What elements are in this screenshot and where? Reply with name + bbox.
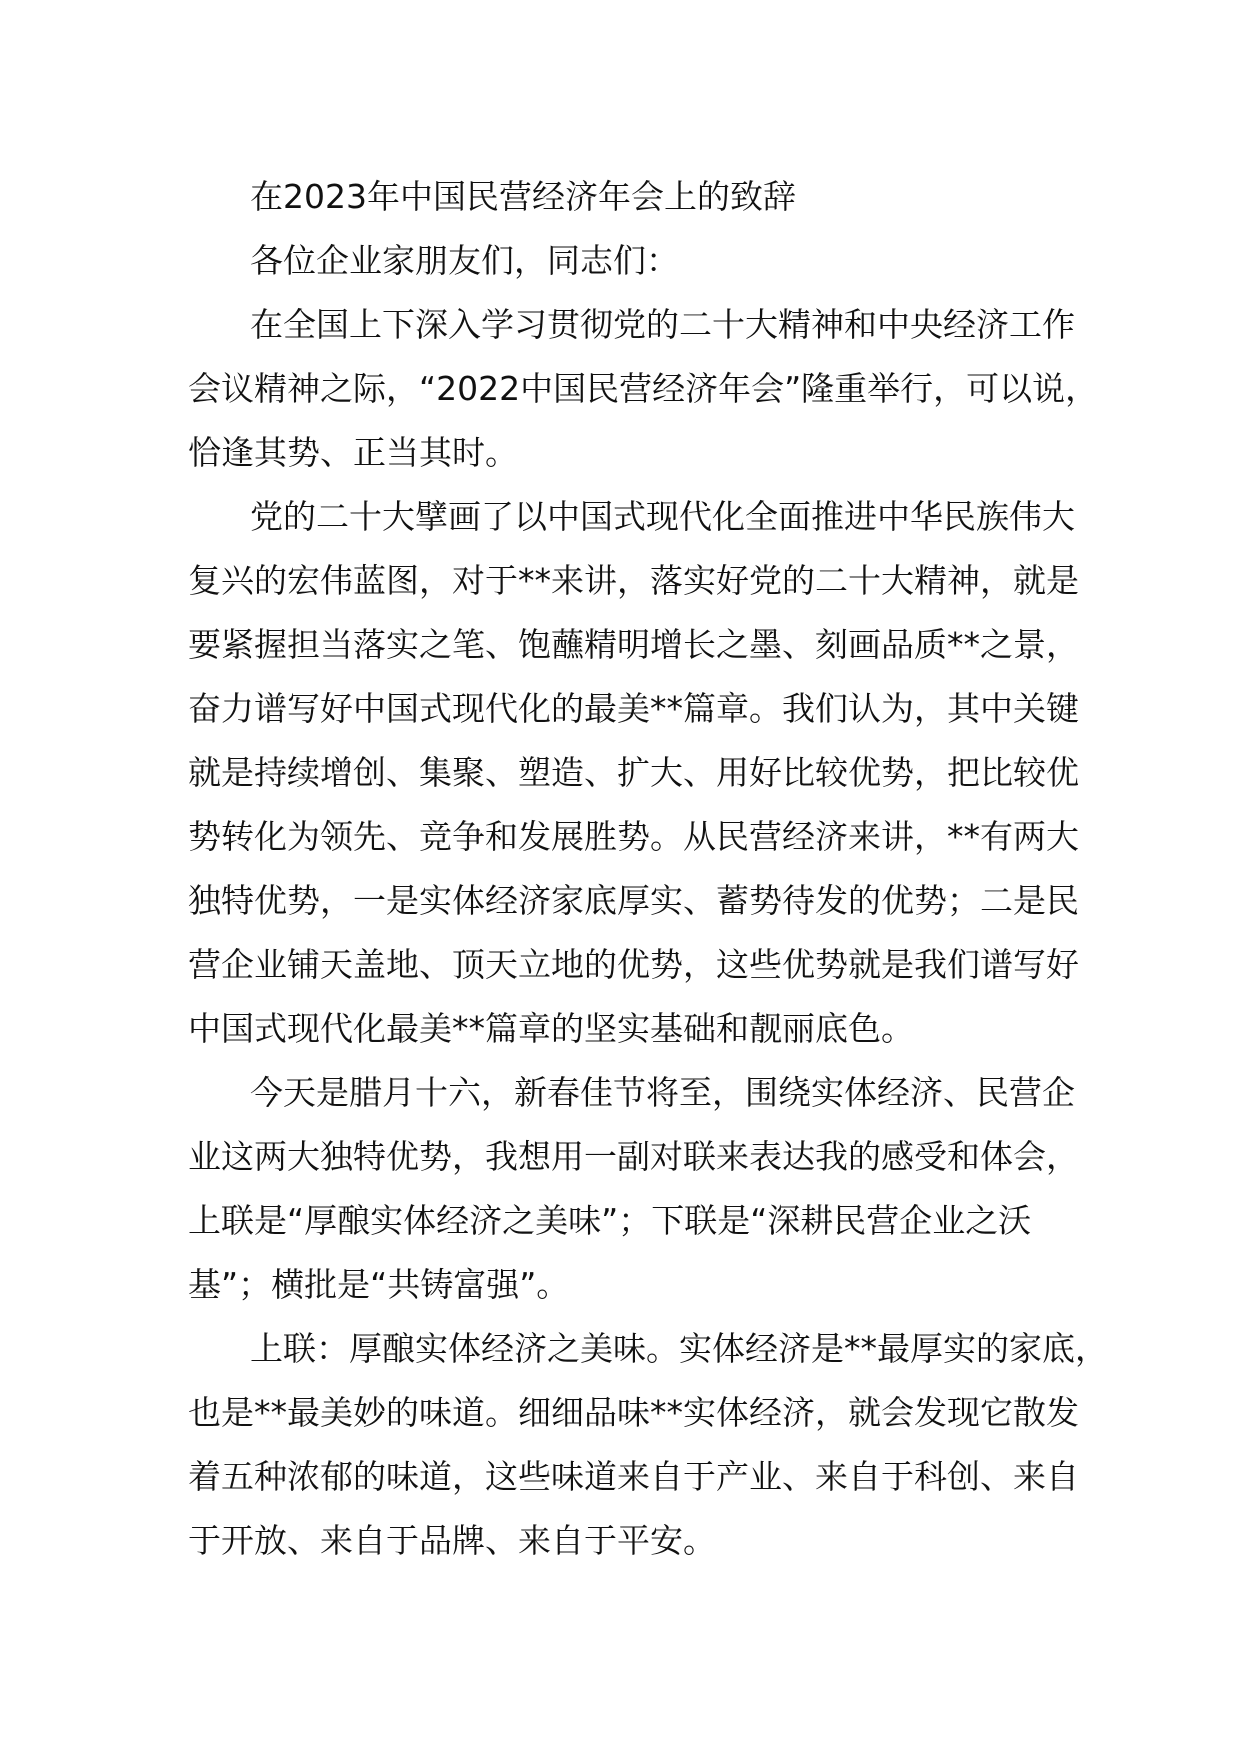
paragraph-line: 恰逢其势、正当其时。 bbox=[188, 433, 518, 472]
paragraph-line: 奋力谱写好中国式现代化的最美**篇章。我们认为，其中关键 bbox=[188, 689, 1079, 728]
paragraph-line: 势转化为领先、竞争和发展胜势。从民营经济来讲，**有两大 bbox=[188, 817, 1079, 856]
paragraph-line: 中国式现代化最美**篇章的坚实基础和靓丽底色。 bbox=[188, 1009, 914, 1048]
paragraph-2 bbox=[188, 485, 1078, 1061]
paragraph-line: 上联是“厚酿实体经济之美味”；下联是“深耕民营企业之沃 bbox=[188, 1201, 1032, 1240]
paragraph-line: 会议精神之际，“2022中国民营经济年会”隆重举行，可以说， bbox=[188, 369, 1099, 408]
paragraph-line: 独特优势，一是实体经济家底厚实、蓄势待发的优势；二是民 bbox=[188, 881, 1079, 920]
paragraph-line: 复兴的宏伟蓝图，对于**来讲，落实好党的二十大精神，就是 bbox=[188, 561, 1079, 600]
paragraph-4 bbox=[188, 1317, 1108, 1573]
paragraph-line: 要紧握担当落实之笔、饱蘸精明增长之墨、刻画品质**之景， bbox=[188, 625, 1079, 664]
paragraph-line: 基”；横批是“共铸富强”。 bbox=[188, 1265, 570, 1304]
paragraph-line: 于开放、来自于品牌、来自于平安。 bbox=[188, 1521, 716, 1560]
paragraph-line: 着五种浓郁的味道，这些味道来自于产业、来自于科创、来自 bbox=[188, 1457, 1079, 1496]
salutation: 各位企业家朋友们，同志们： bbox=[250, 241, 679, 280]
paragraph-line: 上联：厚酿实体经济之美味。实体经济是**最厚实的家底， bbox=[250, 1329, 1108, 1368]
paragraph-line: 今天是腊月十六，新春佳节将至，围绕实体经济、民营企 bbox=[250, 1073, 1075, 1112]
paragraph-line: 就是持续增创、集聚、塑造、扩大、用好比较优势，把比较优 bbox=[188, 753, 1079, 792]
paragraph-line: 也是**最美妙的味道。细细品味**实体经济，就会发现它散发 bbox=[188, 1393, 1079, 1432]
document-title: 在2023年中国民营经济年会上的致辞 bbox=[250, 177, 796, 216]
document-body bbox=[188, 165, 1108, 1573]
paragraph-line: 业这两大独特优势，我想用一副对联来表达我的感受和体会， bbox=[188, 1137, 1079, 1176]
paragraph-line: 党的二十大擘画了以中国式现代化全面推进中华民族伟大 bbox=[250, 497, 1075, 536]
paragraph-line: 营企业铺天盖地、顶天立地的优势，这些优势就是我们谱写好 bbox=[188, 945, 1079, 984]
paragraph-line: 在全国上下深入学习贯彻党的二十大精神和中央经济工作 bbox=[250, 305, 1075, 344]
paragraph-1 bbox=[188, 293, 1099, 485]
paragraph-3 bbox=[188, 1061, 1078, 1317]
